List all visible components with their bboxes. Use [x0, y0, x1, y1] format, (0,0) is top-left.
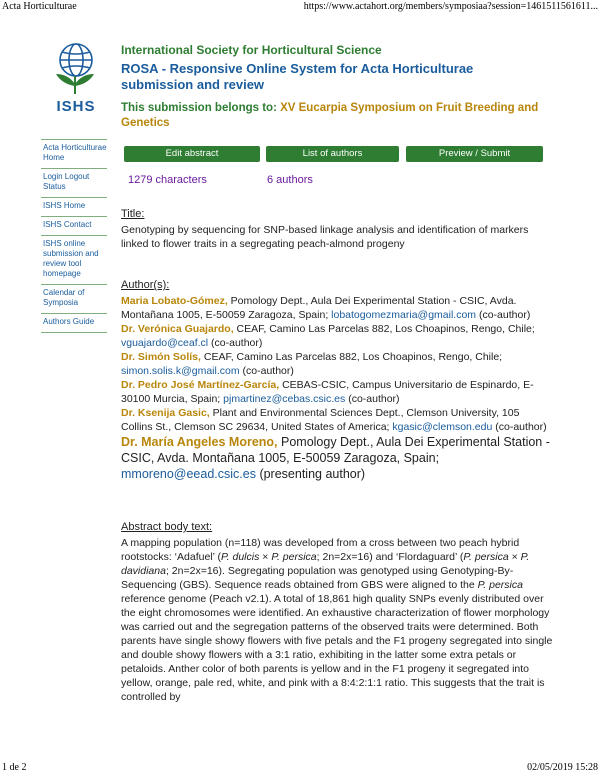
- author-email-link[interactable]: vguajardo@ceaf.cl: [121, 337, 209, 349]
- submission-title: Genotyping by sequencing for SNP-based linkage analysis and identification of markers linked to flower traits in a segregating peach-almond progeny: [121, 224, 529, 250]
- symposium-line: This submission belongs to: XV Eucarpia Symposium on Fruit Breeding and Genetics: [121, 102, 539, 129]
- author-entry: Maria Lobato-Gómez, Pomology Dept., Aula Dei Experimental Station - CSIC, Avda. Montañana 1005, E-50059 Zaragoza, Spain; lobatogomezmaria@gmail.com (co-author): [121, 295, 531, 321]
- abstract-label: Abstract body text:: [121, 521, 213, 533]
- author-count: 6 authors: [267, 174, 313, 186]
- author-email-link[interactable]: mmoreno@eead.csic.es: [121, 467, 256, 481]
- browser-tab-title: Acta Horticulturae: [2, 1, 77, 12]
- presenting-author-entry: Dr. María Angeles Moreno, Pomology Dept., Aula Dei Experimental Station - CSIC, Avda. Montañana 1005, E-50059 Zaragoza, Spain; mmoreno@eead.csic.es (presenting author): [121, 435, 550, 481]
- page-number: 1 de 2: [2, 762, 27, 773]
- abstract-body: A mapping population (n=118) was developed from a cross between two peach hybrid rootstocks: ‘Adafuel’ (P. dulcis × P. persica; 2n=2x=16) and ‘Flordaguard’ (P. persica × P. davidiana; 2n=2x=16). Segregating population was genotyped using Genotyping-By-Sequencing (GBS). Sequence reads obtained from GBS were aligned to the P. persica reference genome (Peach v2.1). A total of 18,861 high quality SNPs evenly distributed over the eight chromosomes were identified. An exhaustive characterization of flower morphology was carried out and the segregation patterns of the observed traits were determined. Both parents have single showy flowers with five petals and the F1 progeny segregated into single and double showy flowers with a 3:1 ratio, exhibiting in the latter some extra petals or petaloids. Anther color of both parents is yellow and in the F1 progeny it segregated into yellow, orange, pale red, white, and pink with a 8:4:2:1:1 ratio. This suggests that the trait is controlled by: [121, 537, 553, 703]
- edit-abstract-button[interactable]: Edit abstract: [124, 146, 260, 162]
- author-email-link[interactable]: simon.solis.k@gmail.com: [121, 365, 240, 377]
- character-count: 1279 characters: [128, 174, 207, 186]
- sidebar-item-authors-guide[interactable]: Authors Guide: [41, 314, 107, 333]
- sidebar-item-submission-tool[interactable]: ISHS online submission and review tool homepage: [41, 236, 107, 285]
- sidebar-item-calendar[interactable]: Calendar of Symposia: [41, 285, 107, 314]
- author-entry: Dr. Ksenija Gasic, Plant and Environmental Sciences Dept., Clemson University, 105 Collins St., Clemson SC 29634, United States of America; kgasic@clemson.edu (co-author): [121, 407, 547, 433]
- print-timestamp: 02/05/2019 15:28: [527, 762, 598, 773]
- sidebar-item-login[interactable]: Login Logout Status: [41, 169, 107, 198]
- author-entry: Dr. Verónica Guajardo, CEAF, Camino Las Parcelas 882, Los Choapinos, Rengo, Chile; vguajardo@ceaf.cl (co-author): [121, 323, 535, 349]
- logo-text: ISHS: [56, 98, 96, 115]
- authors-label: Author(s):: [121, 279, 170, 291]
- author-entry: Dr. Simón Solís, CEAF, Camino Las Parcelas 882, Los Choapinos, Rengo, Chile; simon.solis.k@gmail.com (co-author): [121, 351, 503, 377]
- author-email-link[interactable]: lobatogomezmaria@gmail.com: [331, 309, 477, 321]
- preview-submit-button[interactable]: Preview / Submit: [406, 146, 543, 162]
- org-name: International Society for Horticultural Science: [121, 43, 382, 57]
- browser-url: https://www.actahort.org/members/symposiaa?session=1461511561611...: [303, 1, 598, 12]
- title-label: Title:: [121, 208, 145, 220]
- page-title: ROSA - Responsive Online System for Acta Horticulturae submission and review: [121, 61, 474, 92]
- sidebar: [41, 139, 107, 333]
- author-list: [121, 294, 553, 482]
- author-email-link[interactable]: pjmartinez@cebas.csic.es: [223, 393, 346, 405]
- sidebar-item-ishs-home[interactable]: ISHS Home: [41, 198, 107, 217]
- sidebar-item-acta-home[interactable]: Acta Horticulturae Home: [41, 139, 107, 169]
- sidebar-item-ishs-contact[interactable]: ISHS Contact: [41, 217, 107, 236]
- author-email-link[interactable]: kgasic@clemson.edu: [392, 421, 493, 433]
- list-of-authors-button[interactable]: List of authors: [266, 146, 399, 162]
- author-entry: Dr. Pedro José Martínez-García, CEBAS-CSIC, Campus Universitario de Espinardo, E-30100 Murcia, Spain; pjmartinez@cebas.csic.es (co-author): [121, 379, 534, 405]
- symposium-name: XV Eucarpia Symposium on Fruit Breeding and Genetics: [121, 102, 539, 129]
